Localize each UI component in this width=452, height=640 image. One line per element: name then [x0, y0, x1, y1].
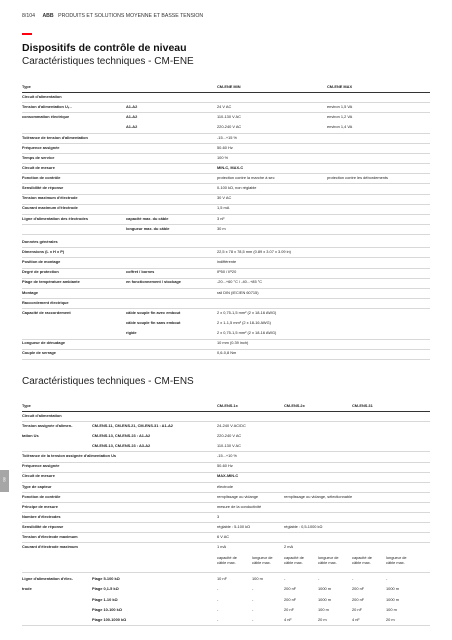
table-cell: 20 nF: [284, 606, 294, 612]
table-cell: 50-60 Hz: [217, 463, 233, 469]
table-cell: 100 m: [252, 576, 263, 582]
table-cell: capacité de câble max.: [352, 555, 372, 566]
table-row: [22, 164, 430, 174]
table-row: [22, 258, 430, 268]
table-cell: Plage 1-10 kΩ: [92, 596, 118, 602]
table-cell: Fonction de contrôle: [22, 175, 61, 181]
table-cell: -: [217, 586, 219, 592]
table-cell: 20 m: [386, 616, 395, 622]
table-cell: Tension d'électrode maximum: [22, 534, 78, 540]
page-number: 8/104: [22, 13, 35, 19]
table-row: [22, 616, 430, 626]
table-row: [22, 154, 430, 164]
table-row: [22, 174, 430, 184]
column-header: CM-ENS.1x: [217, 402, 238, 408]
header-title: PRODUITS ET SOLUTIONS MOYENNE ET BASSE TENSION: [58, 13, 204, 19]
table-row: [22, 225, 430, 235]
table-cell: MIN-C, MAX-C: [217, 164, 244, 170]
table-row: [22, 124, 430, 134]
table-row: [22, 523, 430, 533]
table-cell: rigide: [126, 330, 137, 336]
chapter-tab-label: 08: [1, 477, 7, 482]
table-cell: 1000 m: [386, 596, 399, 602]
table-header: [22, 83, 430, 93]
table-cell: Tension maximum d'électrode: [22, 195, 78, 201]
table-cell: 0,6-0,8 Nm: [217, 350, 237, 356]
table-cell: 200 nF: [284, 586, 297, 592]
table-cell: 24 V AC: [217, 104, 232, 110]
table-row: [22, 586, 430, 596]
page-title: Dispositifs de contrôle de niveau: [22, 42, 187, 54]
table-cell: Capacité de raccordement: [22, 309, 71, 315]
table-row: [22, 533, 430, 543]
table-cell: 0-100 kΩ, non réglable: [217, 185, 257, 191]
table-cell: -15...+10 %: [217, 453, 238, 459]
table-cell: environ 1,5 VA: [327, 104, 353, 110]
column-header: CM-ENE MIN: [217, 83, 241, 89]
table-cell: réglable : 5-100 kΩ: [217, 523, 250, 529]
table-row: [22, 134, 430, 144]
table-cell: 20 nF: [352, 606, 362, 612]
table-cell: -: [252, 606, 254, 612]
table-cell: Circuit de mesure: [22, 473, 55, 479]
table-cell: 220-240 V AC: [217, 433, 242, 439]
table-cell: rail DIN (IEC/EN 60715): [217, 289, 259, 295]
table-cell: Temps de service: [22, 154, 55, 160]
table-cell: 30 V AC: [217, 195, 232, 201]
table-cell: Principe de mesure: [22, 503, 58, 509]
table-cell: 20 m: [318, 616, 327, 622]
table-cell: 200 nF: [352, 596, 365, 602]
table-cell: 1000 m: [318, 586, 331, 592]
column-header: Type: [22, 83, 31, 89]
table-row: [22, 576, 430, 586]
section-title-ene: Caractéristiques techniques - CM-ENE: [22, 56, 194, 67]
table-cell: 2 mA: [284, 544, 294, 550]
table-row: [22, 483, 430, 493]
table-row: [22, 513, 430, 523]
table-row: [22, 289, 430, 299]
table-cell: 6 V AC: [217, 534, 230, 540]
table-cell: Courant d'électrode maximum: [22, 544, 78, 550]
table-cell: 3: [217, 513, 220, 519]
table-cell: A1-A2: [126, 124, 138, 130]
table-row: [22, 299, 430, 309]
table-cell: 24-240 V AC/DC: [217, 422, 246, 428]
table-cell: 110-130 V AC: [217, 114, 241, 120]
table-cell: Nombre d'électrodes: [22, 513, 61, 519]
table-cell: Tension d'alimentation Uₛ -: [22, 104, 72, 110]
table-cell: électrode: [217, 483, 234, 489]
table-row: [22, 596, 430, 606]
table-row: [22, 215, 430, 225]
table-cell: tation Us: [22, 433, 39, 439]
table-cell: Circuit d'alimentation: [22, 93, 62, 99]
table-cell: Sensibilité de réponse: [22, 523, 64, 529]
table-cell: coffret / bornes: [126, 269, 155, 275]
table-cell: 2 x 0,75-1,5 mm² (2 x 18-16 AWG): [217, 330, 277, 336]
table-cell: Dimensions (L x H x P): [22, 249, 65, 255]
table-cell: 10 nF: [217, 576, 227, 582]
table-cell: -: [217, 596, 219, 602]
table-cell: en fonctionnement / stockage: [126, 279, 181, 285]
table-cell: mesure de la conductivité: [217, 503, 262, 509]
table-cell: 200 nF: [284, 596, 297, 602]
table-cell: câble souple fin sans embout: [126, 320, 181, 326]
table-cell: -: [284, 576, 286, 582]
table-cell: 1000 m: [318, 596, 331, 602]
table-cell: 100 m: [318, 606, 329, 612]
table-row: [22, 184, 430, 194]
table-cell: 22,5 x 78 x 78,5 mm (0.89 x 3.07 x 3.09 in): [217, 249, 291, 255]
table-row: [22, 473, 430, 483]
table-cell: 220-240 V AC: [217, 124, 242, 130]
table-cell: 50-60 Hz: [217, 144, 233, 150]
table-row: [22, 350, 430, 360]
table-cell: Données générales: [22, 238, 58, 244]
table-cell: Position de montage: [22, 259, 61, 265]
table-cell: CM-ENS.13, CM-ENS.23 : A3-A2: [92, 443, 151, 449]
table-cell: environ 1,4 VA: [327, 124, 353, 130]
table-cell: 100 m: [386, 606, 397, 612]
table-cell: Plage 10-100 kΩ: [92, 606, 122, 612]
table-cell: 10 mm (0.39 inch): [217, 340, 249, 346]
column-header: CM-ENS.2x: [284, 402, 305, 408]
table-cell: longueur de câble max.: [386, 555, 407, 566]
table-row: [22, 205, 430, 215]
table-cell: 30 m: [217, 225, 226, 231]
table-cell: 4 nF: [352, 616, 360, 622]
table-cell: Plage 0,1-5 kΩ: [92, 586, 119, 592]
accent-bar: [22, 33, 32, 35]
column-header: CM-ENE MAX: [327, 83, 353, 89]
table-cell: 110-130 V AC: [217, 443, 241, 449]
table-cell: longueur de câble max.: [252, 555, 273, 566]
table-cell: remplissage ou vidange, sélectionnable: [284, 493, 353, 499]
table-row: [22, 329, 430, 339]
table-cell: 2 x 0,75-1,5 mm² (2 x 18-16 AWG): [217, 309, 277, 315]
table-cell: 100 %: [217, 154, 229, 160]
table-row: [22, 319, 430, 329]
table-row: [22, 432, 430, 442]
table-cell: Plage de température ambiante: [22, 279, 80, 285]
table-row: [22, 238, 430, 248]
table-cell: 1 mA: [217, 544, 227, 550]
column-header: Type: [22, 402, 31, 408]
table-cell: Fonction de contrôle: [22, 493, 61, 499]
table-row: [22, 195, 430, 205]
table-cell: protection contre les débordements: [327, 175, 388, 181]
table-cell: réglable : 0,5-1000 kΩ: [284, 523, 323, 529]
table-cell: -: [252, 586, 254, 592]
table-cell: Courant maximum d'électrode: [22, 205, 78, 211]
table-row: [22, 412, 430, 422]
table-cell: Fréquence assignée: [22, 463, 60, 469]
table-row: [22, 269, 430, 279]
table-row: [22, 144, 430, 154]
table-row: [22, 309, 430, 319]
section-title-ens: Caractéristiques techniques - CM-ENS: [22, 376, 194, 387]
table-cell: Montage: [22, 289, 38, 295]
table-row: [22, 442, 430, 452]
table-row: [22, 452, 430, 462]
table-cell: 1,5 mA: [217, 205, 230, 211]
table-cell: Plage 5-100 kΩ: [92, 576, 120, 582]
table-cell: -15...+15 %: [217, 134, 238, 140]
table-cell: -: [252, 616, 254, 622]
table-cell: Sensibilité de réponse: [22, 185, 64, 191]
table-cell: -: [252, 596, 254, 602]
table-row: [22, 93, 430, 103]
page-header: [22, 13, 203, 19]
table-cell: Fréquence assignée: [22, 144, 60, 150]
table-cell: capacité max. du câble: [126, 215, 169, 221]
spec-table-ene: [22, 83, 430, 360]
table-cell: 1000 m: [386, 586, 399, 592]
table-row: [22, 463, 430, 473]
table-cell: trode: [22, 586, 32, 592]
table-row: [22, 340, 430, 350]
table-cell: -: [217, 606, 219, 612]
table-cell: protection contre la marche à sec: [217, 175, 275, 181]
table-cell: A1-A2: [126, 114, 138, 120]
table-row: [22, 493, 430, 503]
table-cell: remplissage ou vidange: [217, 493, 259, 499]
table-row: [22, 543, 430, 553]
spec-table-ens: [22, 402, 430, 626]
table-cell: Circuit de mesure: [22, 164, 55, 170]
table-cell: Couple de serrage: [22, 350, 56, 356]
table-cell: 200 nF: [352, 586, 365, 592]
table-cell: capacité de câble max.: [217, 555, 237, 566]
table-cell: -20...+60 °C / -40...+85 °C: [217, 279, 263, 285]
table-cell: câble souple fin avec embout: [126, 309, 181, 315]
table-cell: -: [352, 576, 354, 582]
table-cell: -: [217, 616, 219, 622]
table-cell: longueur de câble max.: [318, 555, 339, 566]
table-row: [22, 422, 430, 432]
table-cell: Longueur de dénudage: [22, 340, 66, 346]
table-cell: consommation électrique: [22, 114, 70, 120]
table-cell: Tension assignée d'alimen-: [22, 422, 73, 428]
table-cell: Ligne d'alimentation d'élec-: [22, 576, 73, 582]
column-header: CM-ENS.31: [352, 402, 373, 408]
table-row: [22, 553, 430, 572]
table-cell: CM-ENS.11, CM-ENS.21, CM-ENS.31 : A1-A2: [92, 422, 173, 428]
table-cell: Raccordement électrique: [22, 299, 69, 305]
table-cell: Circuit d'alimentation: [22, 412, 62, 418]
table-cell: MAX-MIN-C: [217, 473, 239, 479]
table-cell: capacité de câble max.: [284, 555, 304, 566]
table-cell: Tolérance de la tension assignée d'alimentation Us: [22, 453, 117, 459]
table-cell: IP50 / IP20: [217, 269, 237, 275]
table-cell: CM-ENS.13, CM-ENS.23 : A1-A2: [92, 433, 151, 439]
table-cell: indifférente: [217, 259, 237, 265]
table-cell: Type de capteur: [22, 483, 52, 489]
table-cell: -: [386, 576, 388, 582]
table-row: [22, 279, 430, 289]
table-row: [22, 103, 430, 113]
table-cell: A1-A2: [126, 104, 138, 110]
table-row: [22, 503, 430, 513]
chapter-tab: [0, 470, 9, 492]
table-cell: Tolérance de tension d'alimentation: [22, 134, 88, 140]
brand-label: ABB: [42, 13, 54, 19]
table-cell: Plage 100-1000 kΩ: [92, 616, 127, 622]
table-cell: environ 1,2 VA: [327, 114, 353, 120]
table-row: [22, 248, 430, 258]
table-row: [22, 113, 430, 123]
table-row: [22, 606, 430, 616]
table-cell: Degré de protection: [22, 269, 59, 275]
table-cell: Ligne d'alimentation des électrodes: [22, 215, 89, 221]
table-cell: -: [318, 576, 320, 582]
table-cell: 3 nF: [217, 215, 225, 221]
table-cell: 4 nF: [284, 616, 292, 622]
table-cell: 2 x 1-1,5 mm² (2 x 18-16 AWG): [217, 320, 271, 326]
table-cell: longueur max. du câble: [126, 225, 170, 231]
table-header: [22, 402, 430, 412]
